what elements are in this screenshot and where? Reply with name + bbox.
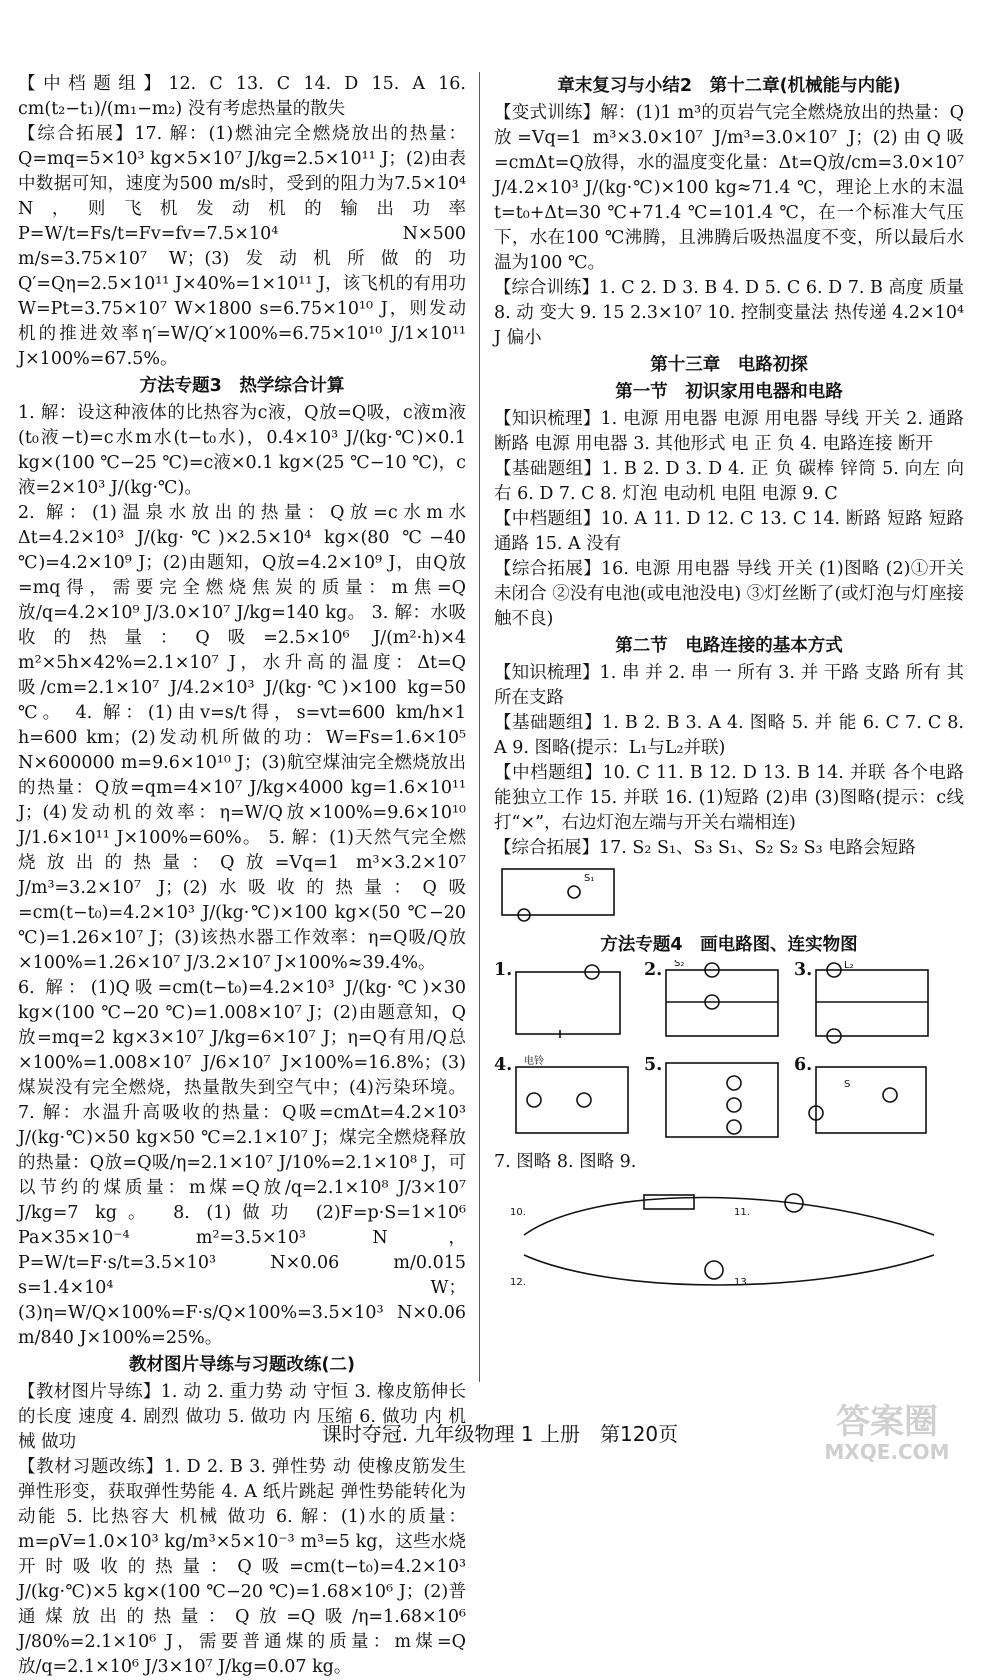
circuit-figure-3: [794, 960, 934, 1050]
circuit-figure-2: [644, 960, 784, 1050]
figure-number: 4.: [494, 1055, 513, 1075]
page-footer: 课时夺冠. 九年级物理 1 上册 第120页: [321, 1422, 679, 1446]
watermark-url: MXQE.COM: [824, 1440, 950, 1464]
answer-block-knowledge-1: 【知识梳理】1. 电源 用电器 电源 用电器 导线 开关 2. 通路 断路 电源 用电器 3. 其他形式 电 正 负 4. 电路连接 断开: [494, 409, 964, 454]
wiring-pictures: [494, 1175, 964, 1295]
figure-number: 3.: [794, 960, 813, 980]
figure-number: 6.: [794, 1055, 813, 1075]
pic-number-10: 10.: [510, 1207, 526, 1218]
answer-block-comprehensive: 【综合训练】1. C 2. D 3. B 4. D 5. C 6. D 7. B 高度 质量 8. 动 变大 9. 15 2.3×10⁷ 10. 控制变量法 热传递 4.2×10⁴ J 偏小: [494, 278, 964, 348]
pic-number-12: 12.: [510, 1277, 526, 1288]
section-heading-method4: 方法专题4 画电路图、连实物图: [600, 935, 858, 955]
circuit-row-2: [494, 1055, 964, 1150]
label-s2: S₂: [674, 960, 685, 969]
watermark-logo: [795, 1395, 980, 1465]
section-heading-13-2: 第二节 电路连接的基本方式: [615, 636, 843, 656]
label-s: S: [844, 1079, 851, 1090]
label-s1: S₁: [584, 873, 595, 884]
section-heading-13-1: 第一节 初识家用电器和电路: [615, 382, 843, 402]
circuit-figure-6: [794, 1055, 934, 1145]
answer-block-picture-guide: 【教材图片导练】1. 动 2. 重力势 动 守恒 3. 橡皮筋伸长的长度 速度 4. 剧烈 做功 5. 做功 内 压缩 6. 做功 内 机械 做功: [18, 1382, 466, 1452]
label-l2: L₂: [844, 960, 854, 971]
answer-block-exercise: 【教材习题改练】1. D 2. B 3. 弹性势 动 使橡皮筋发生弹性形变，获取弹性势能 4. A 纸片跳起 弹性势能转化为动能 5. 比热容大 机械 做功 6. 解：(1)水的质量：m=ρV=1.0×10³ kg/m³×5×10⁻³ m³=5 kg，这些水烧开时吸收的热量：Q吸=cm(t−t₀)=4.2×10³ J/(kg·℃)×5 kg×(100 ℃−20 ℃)=1.68×10⁶ J；(2)普通煤放出的热量：Q放=Q吸/η=1.68×10⁶ J/80%=2.1×10⁶ J，需要普通煤的质量：m煤=Q放/q=2.1×10⁶ J/3×10⁷ J/kg=0.07 kg。: [18, 1457, 466, 1677]
answer-block-variant: 【变式训练】解：(1)1 m³的页岩气完全燃烧放出的热量：Q放=Vq=1 m³×3.0×10⁷ J/m³=3.0×10⁷ J；(2)由Q吸=cmΔt=Q放得，水的温度变化量：Δt=Q放/cm=3.0×10⁷ J/4.2×10³ J/(kg·℃)×100 kg≈71.4 ℃，理论上水的末温t=t₀+Δt=30 ℃+71.4 ℃=101.4 ℃，在一个标准大气压下，水在100 ℃沸腾，且沸腾后吸热温度不变，所以最后水温为100 ℃。: [494, 103, 964, 273]
answer-block-6-8: 6. 解：(1)Q吸=cm(t−t₀)=4.2×10³ J/(kg·℃)×30 kg×(100 ℃−20 ℃)=1.008×10⁷ J；(2)由题意知，Q放=mq=2 kg×3×10⁷ J/kg=6×10⁷ J；η=Q有用/Q总×100%=1.008×10⁷ J/6×10⁷ J×100%=16.8%；(3)煤炭没有完全燃烧，热量散失到空气中；(4)污染环境。 7. 解：水温升高吸收的热量：Q吸=cmΔt=4.2×10³ J/(kg·℃)×50 kg×50 ℃=2.1×10⁷ J；煤完全燃烧释放的热量：Q放=Q吸/η=2.1×10⁷ J/10%=2.1×10⁸ J，可以节约的煤质量：m煤=Q放/q=2.1×10⁸ J/3×10⁷ J/kg=7 kg。 8. (1)做功 (2)F=p·S=1×10⁶ Pa×35×10⁻⁴ m²=3.5×10³ N，P=W/t=F·s/t=3.5×10³ N×0.06 m/0.015 s=1.4×10⁴ W；(3)η=W/Q×100%=F·s/Q×100%=3.5×10³ N×0.06 m/840 J×100%=25%。: [18, 978, 466, 1348]
wiring-illustrations: [494, 1175, 964, 1295]
section-heading-method3: 方法专题3 热学综合计算: [139, 376, 345, 396]
circuit-figure-1: [494, 960, 634, 1050]
circuit-figure-5: [644, 1055, 784, 1145]
answer-block-medium: 【中档题组】12. C 13. C 14. D 15. A 16. cm(t₂−t₁)/(m₁−m₂) 没有考虑热量的散失: [18, 74, 466, 119]
figure-number: 1.: [494, 960, 513, 980]
watermark-title: 答案圈: [836, 1402, 938, 1442]
section-heading-textbook: 教材图片导练与习题改练(二): [129, 1355, 355, 1375]
answer-block-medium-2: 【中档题组】10. C 11. B 12. D 13. B 14. 并联 各个电路能独立工作 15. 并联 16. (1)短路 (2)串 (3)图略(提示：c线打“×”，右边灯泡左端与开关右端相连): [494, 763, 964, 833]
answer-block-basic-1: 【基础题组】1. B 2. D 3. D 4. 正 负 碳棒 锌筒 5. 向左 向右 6. D 7. C 8. 灯泡 电动机 电阻 电源 9. C: [494, 459, 964, 504]
pic-number-11: 11.: [734, 1207, 750, 1218]
answer-block-extension: 【综合拓展】17. 解：(1)燃油完全燃烧放出的热量：Q=mq=5×10³ kg×5×10⁷ J/kg=2.5×10¹¹ J；(2)由表中数据可知，速度为500 m/s时，受到的阻力为7.5×10⁴ N，则飞机发动机的输出功率P=W/t=Fs/t=Fv=fv=7.5×10⁴ N×500 m/s=3.75×10⁷ W；(3)发动机所做的功Q′=Qη=2.5×10¹¹ J×40%=1×10¹¹ J，该飞机的有用功W=Pt=3.75×10⁷ W×1800 s=6.75×10¹⁰ J，则发动机的推进效率η′=W/Q′×100%=6.75×10¹⁰ J/1×10¹¹ J×100%=67.5%。: [18, 124, 466, 369]
section-heading-review2: 章末复习与小结2 第十二章(机械能与内能): [557, 76, 901, 96]
circuit-diagram-17: [494, 861, 624, 923]
answer-block-2-5: 2. 解：(1)温泉水放出的热量：Q放=c水m水Δt=4.2×10³ J/(kg·℃)×2.5×10⁴ kg×(80 ℃−40 ℃)=4.2×10⁹ J；(2)由题知，Q放=4.2×10⁹ J，由Q放=mq得，需要完全燃烧焦炭的质量：m焦=Q放/q=4.2×10⁹ J/3.0×10⁷ J/kg=140 kg。 3. 解：水吸收的热量：Q吸=2.5×10⁶ J/(m²·h)×4 m²×5h×42%=2.1×10⁷ J，水升高的温度：Δt=Q吸/cm=2.1×10⁷ J/4.2×10³ J/(kg·℃)×100 kg=50 ℃。 4. 解：(1)由v=s/t得，s=vt=600 km/h×1 h=600 km；(2)发动机所做的功：W=Fs=1.6×10⁵ N×600000 m=9.6×10¹⁰ J；(3)航空煤油完全燃烧放出的热量：Q放=qm=4×10⁷ J/kg×4000 kg=1.6×10¹¹ J；(4)发动机的效率：η=W/Q放×100%=9.6×10¹⁰ J/1.6×10¹¹ J×100%=60%。 5. 解：(1)天然气完全燃烧放出的热量：Q放=Vq=1 m³×3.2×10⁷ J/m³=3.2×10⁷ J；(2)水吸收的热量：Q吸=cm(t−t₀)=4.2×10³ J/(kg·℃)×100 kg×(50 ℃−20 ℃)=1.26×10⁷ J；(3)该热水器工作效率：η=Q吸/Q放×100%=1.26×10⁷ J/3.2×10⁷ J×100%≈39.4%。: [18, 503, 466, 973]
chapter-heading-13: 第十三章 电路初探: [650, 355, 808, 375]
answer-block-1: 1. 解：设这种液体的比热容为c液，Q放=Q吸，c液m液(t₀液−t)=c水m水(t−t₀水)，0.4×10³ J/(kg·℃)×0.1 kg×(100 ℃−25 ℃)=c液×0.1 kg×(25 ℃−10 ℃)，c液=2×10³ J/(kg·℃)。: [18, 403, 466, 498]
figure-number: 2.: [644, 960, 663, 980]
answer-block-basic-2: 【基础题组】1. B 2. B 3. A 4. 图略 5. 并 能 6. C 7. C 8. A 9. 图略(提示：L₁与L₂并联): [494, 713, 964, 758]
label-bell: 电铃: [524, 1056, 544, 1067]
answer-block-extension-1: 【综合拓展】16. 电源 用电器 导线 开关 (1)图略 (2)①开关未闭合 ②没有电池(或电池没电) ③灯丝断了(或灯泡与灯座接触不良): [494, 559, 964, 629]
circuit-figure-4: [494, 1055, 634, 1145]
circuit-row-1: [494, 960, 964, 1055]
pic-number-13: 13.: [734, 1277, 750, 1288]
answer-block-medium-1: 【中档题组】10. A 11. D 12. C 13. C 14. 断路 短路 短路 通路 15. A 没有: [494, 509, 964, 554]
answer-block-7-9: 7. 图略 8. 图略 9.: [494, 1152, 637, 1172]
right-column: [494, 72, 964, 1295]
answer-block-knowledge-2: 【知识梳理】1. 串 并 2. 串 一 所有 3. 并 干路 支路 所有 其所在支路: [494, 663, 964, 708]
column-divider: [479, 72, 480, 1382]
figure-number: 5.: [644, 1055, 663, 1075]
answer-block-extension-2: 【综合拓展】17. S₂ S₁、S₃ S₁、S₂ S₂ S₃ 电路会短路: [494, 838, 916, 858]
